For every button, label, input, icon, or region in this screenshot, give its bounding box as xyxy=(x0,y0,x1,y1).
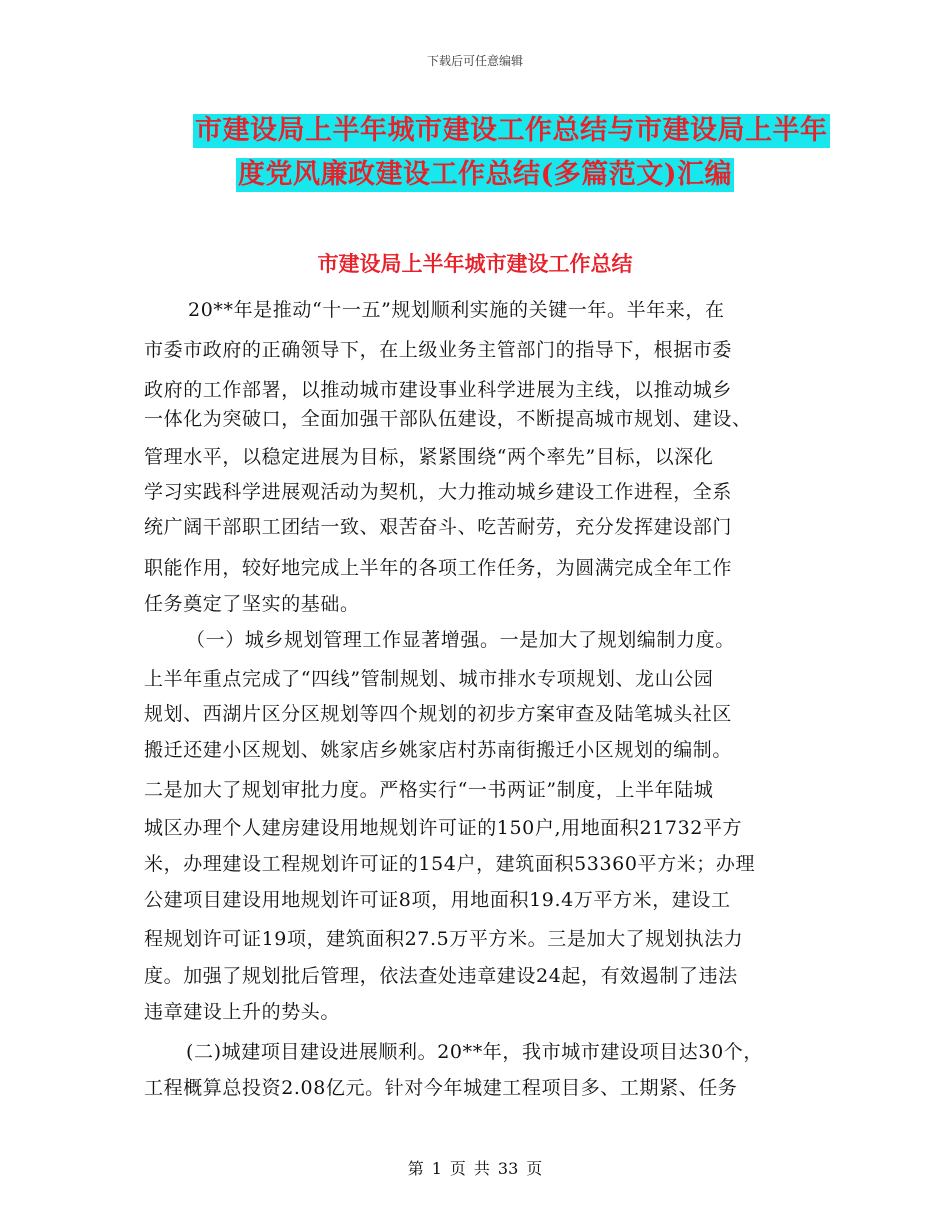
body-line: 工程概算总投资2.08亿元。针对今年城建工程项目多、工期紧、任务 xyxy=(144,1077,738,1099)
page-footer xyxy=(0,1156,950,1179)
footer-mid: 页 xyxy=(449,1159,466,1178)
body-line: 规划、西湖片区分区规划等四个规划的初步方案审查及陆笔城头社区 xyxy=(144,703,733,725)
body-line: 任务奠定了坚实的基础。 xyxy=(144,593,360,615)
body-line: 政府的工作部署，以推动城市建设事业科学进展为主线，以推动城乡 xyxy=(144,379,733,401)
body-line: 市委市政府的正确领导下，在上级业务主管部门的指导下，根据市委 xyxy=(144,339,733,361)
body-line: 二是加大了规划审批力度。严格实行“一书两证”制度，上半年陆城 xyxy=(144,779,714,801)
body-line: 搬迁还建小区规划、姚家店乡姚家店村苏南街搬迁小区规划的编制。 xyxy=(144,739,733,761)
body-line: 统广阔干部职工团结一致、艰苦奋斗、吃苦耐劳，充分发挥建设部门 xyxy=(144,516,733,538)
body-line: 城区办理个人建房建设用地规划许可证的150户,用地面积21732平方 xyxy=(144,817,743,839)
body-line: 一体化为突破口，全面加强干部队伍建设，不断提高城市规划、建设、 xyxy=(144,408,752,430)
footer-of: 共 xyxy=(473,1159,490,1178)
body-line: 公建项目建设用地规划许可证8项，用地面积19.4万平方米，建设工 xyxy=(144,889,731,911)
body-line: 米，办理建设工程规划许可证的154户，建筑面积53360平方米；办理 xyxy=(144,853,756,875)
body-line: 学习实践科学进展观活动为契机，大力推动城乡建设工作进程，全系 xyxy=(144,481,733,503)
header-note: 下载后可任意编辑 xyxy=(426,54,523,68)
body-line: 违章建设上升的势头。 xyxy=(144,1001,341,1023)
body-line: 20**年是推动“十一五”规划顺利实施的关键一年。半年来，在 xyxy=(188,299,725,321)
body-line: 职能作用，较好地完成上半年的各项工作任务，为圆满完成全年工作 xyxy=(144,557,733,579)
footer-prefix: 第 xyxy=(407,1159,424,1178)
body-line: 度。加强了规划批后管理，依法查处违章建设24起，有效遏制了违法 xyxy=(144,965,738,987)
body-line: 程规划许可证19项，建筑面积27.5万平方米。三是加大了规划执法力 xyxy=(144,928,744,950)
section-title: 市建设局上半年城市建设工作总结 xyxy=(317,251,633,276)
body-line: 管理水平，以稳定进展为目标，紧紧围绕“两个率先”目标，以深化 xyxy=(144,446,714,468)
footer-total-pages: 33 xyxy=(497,1159,519,1178)
body-line: (二)城建项目建设进展顺利。20**年，我市城市建设项目达30个， xyxy=(186,1041,763,1063)
document-title-line-2: 度党风廉政建设工作总结(多篇范文)汇编 xyxy=(238,159,733,190)
body-line: 上半年重点完成了“四线”管制规划、城市排水专项规划、龙山公园 xyxy=(144,668,714,690)
body-line: （一）城乡规划管理工作显著增强。一是加大了规划编制力度。 xyxy=(186,629,735,651)
footer-page-number: 1 xyxy=(431,1159,442,1178)
footer-suffix: 页 xyxy=(526,1159,543,1178)
document-title-line-1: 市建设局上半年城市建设工作总结与市建设局上半年 xyxy=(195,115,828,146)
